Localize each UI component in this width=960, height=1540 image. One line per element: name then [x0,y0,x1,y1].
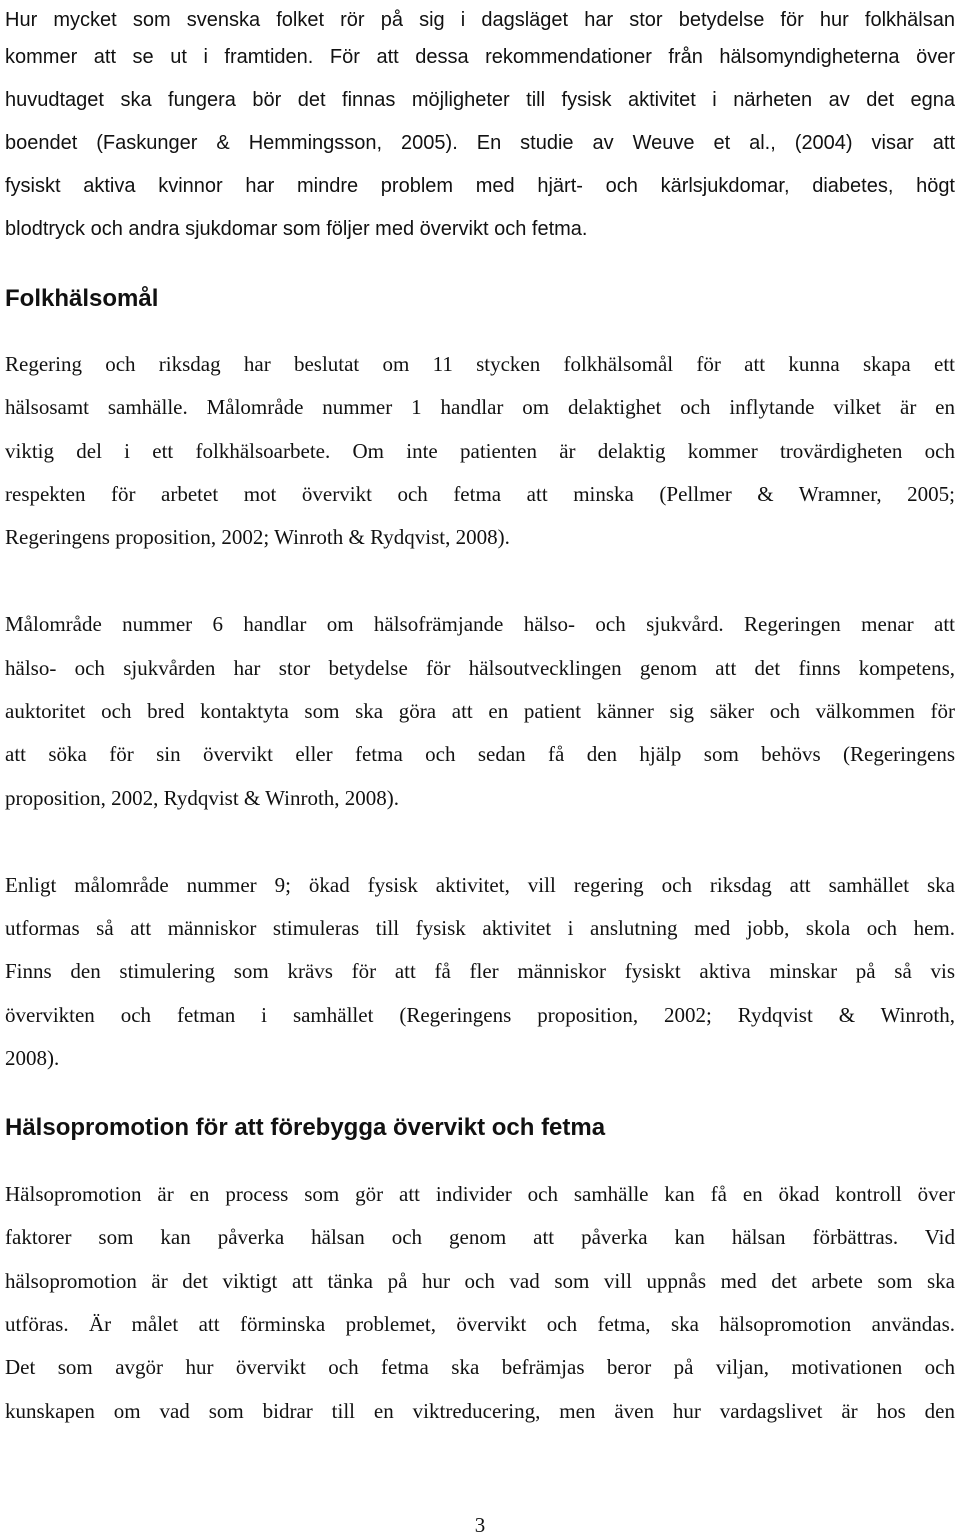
text-line: 2008). [5,1046,60,1070]
section-heading: Hälsopromotion för att förebygga övervikt och fetma [5,1114,606,1141]
text-line: blodtryck och andra sjukdomar som följer med övervikt och fetma. [5,218,588,240]
text-line: Hälsopromotion är en process som gör att individer och samhälle kan få en ökad kontroll över [5,1182,955,1206]
text-line: kunskapen om vad som bidrar till en viktreducering, men även hur vardagslivet är hos den [5,1399,955,1423]
text-line: Finns den stimulering som krävs för att få fler människor fysiskt aktiva minskar på så vis [5,959,955,983]
text-line: att söka för sin övervikt eller fetma och sedan få den hjälp som behövs (Regeringens [5,742,955,766]
text-line: Hur mycket som svenska folket rör på sig i dagsläget har stor betydelse för hur folkhälsan [5,9,955,31]
text-line: Regering och riksdag har beslutat om 11 stycken folkhälsomål för att kunna skapa ett [5,352,955,376]
text-line: kommer att se ut i framtiden. För att dessa rekommendationer från hälsomyndigheterna över [5,46,955,68]
text-line: hälsopromotion är det viktigt att tänka på hur och vad som vill uppnås med det arbete som ska [5,1269,955,1293]
text-line: övervikten och fetman i samhället (Regeringens proposition, 2002; Rydqvist & Winroth, [5,1003,955,1027]
text-segment: boendet (Faskunger & Hemmingsson, 2005). [5,132,458,154]
text-line-mixed [5,122,955,162]
text-line: huvudtaget ska fungera bör det finnas möjligheter till fysisk aktivitet i närheten av det egna [5,89,955,111]
section-heading: Folkhälsomål [5,285,159,312]
text-segment: , (2004) visar att [770,132,955,154]
text-line: hälso- och sjukvården har stor betydelse för hälsoutvecklingen genom att det finns kompetens, [5,656,955,680]
text-line: fysiskt aktiva kvinnor har mindre problem med hjärt- och kärlsjukdomar, diabetes, högt [5,175,955,197]
text-line: proposition, 2002, Rydqvist & Winroth, 2008). [5,786,400,810]
page-number: 3 [474,1513,486,1537]
text-line: hälsosamt samhälle. Målområde nummer 1 handlar om delaktighet och inflytande vilket är en [5,395,955,419]
text-line: respekten för arbetet mot övervikt och fetma att minska (Pellmer & Wramner, 2005; [5,482,955,506]
text-line: auktoritet och bred kontaktyta som ska göra att en patient känner sig säker och välkommen för [5,699,955,723]
text-line: Det som avgör hur övervikt och fetma ska befrämjas beror på viljan, motivationen och [5,1355,955,1379]
text-segment: En studie av Weuve et al. [457,132,771,154]
text-line: viktig del i ett folkhälsoarbete. Om inte patienten är delaktig kommer trovärdigheten och [5,439,955,463]
text-line: Enligt målområde nummer 9; ökad fysisk aktivitet, vill regering och riksdag att samhället ska [5,873,955,897]
text-line: utföras. Är målet att förminska problemet, övervikt och fetma, ska hälsopromotion användas. [5,1312,955,1336]
text-line: Målområde nummer 6 handlar om hälsofrämjande hälso- och sjukvård. Regeringen menar att [5,612,955,636]
text-line: utformas så att människor stimuleras till fysisk aktivitet i anslutning med jobb, skola och hem. [5,916,955,940]
text-line: faktorer som kan påverka hälsan och genom att påverka kan hälsan förbättras. Vid [5,1225,955,1249]
text-line: Regeringens proposition, 2002; Winroth & Rydqvist, 2008). [5,525,510,549]
